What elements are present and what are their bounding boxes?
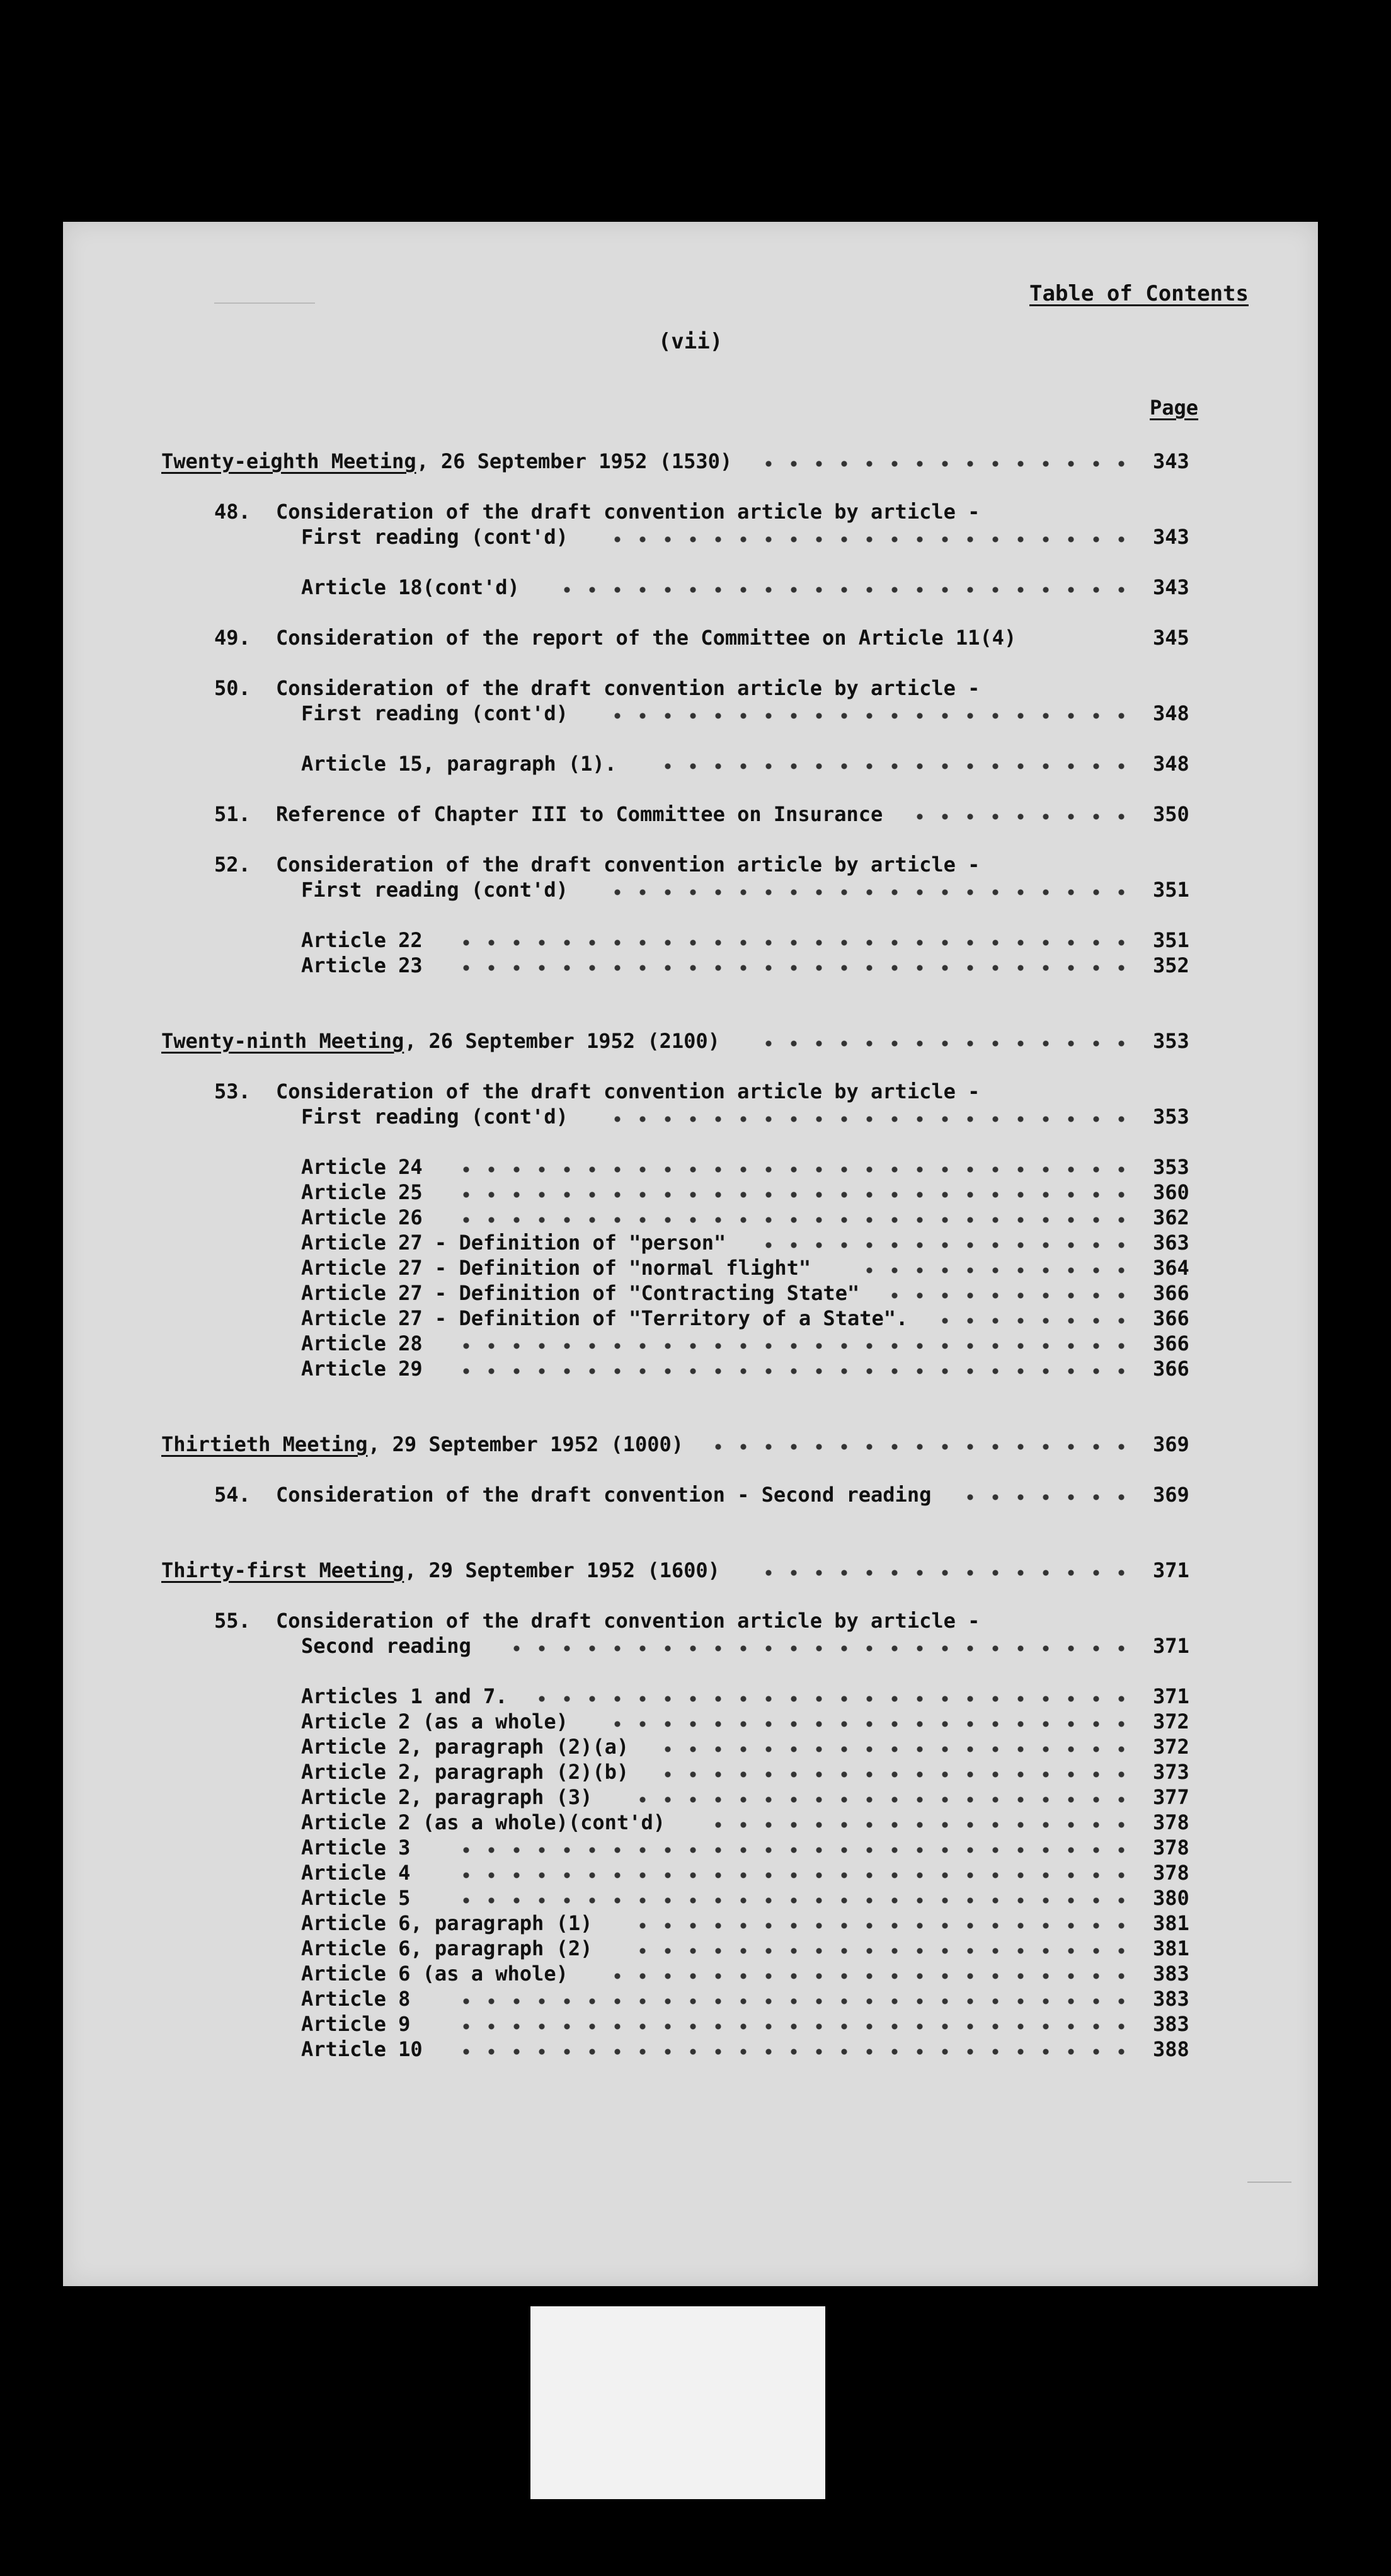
page-reference: 378 — [1153, 1810, 1189, 1834]
subitem-label: Article 10 — [301, 2037, 423, 2061]
item-text: Reference of Chapter III to Committee on Insurance — [276, 802, 883, 826]
dot-leader — [655, 1734, 1134, 1759]
dot-leader — [932, 1306, 1134, 1331]
page-reference: 383 — [1153, 1962, 1189, 1986]
page-reference: 350 — [1153, 802, 1189, 826]
dot-leader — [454, 1331, 1134, 1356]
meeting-heading — [63, 1558, 1318, 1583]
dot-leader — [454, 953, 1134, 978]
subitem-label: Article 3 — [301, 1836, 411, 1860]
toc-item — [63, 1633, 1318, 1659]
page-reference: 380 — [1153, 1886, 1189, 1910]
dot-leader — [554, 575, 1134, 600]
item-text: Consideration of the draft convention article by article - — [276, 1609, 980, 1633]
item-text: First reading (cont'd) — [301, 525, 568, 549]
meeting-details: , 29 September 1952 (1000) — [368, 1432, 684, 1456]
subitem-row — [63, 1709, 1318, 1734]
item-number: 51. — [214, 802, 251, 826]
page-reference: 369 — [1153, 1432, 1189, 1456]
subitem-row — [63, 1785, 1318, 1810]
subitem-label: Article 6, paragraph (2) — [301, 1936, 593, 1960]
subitem-label: Article 2, paragraph (3) — [301, 1785, 593, 1809]
page-reference: 343 — [1153, 575, 1189, 599]
dot-leader — [857, 1255, 1134, 1280]
dot-leader — [605, 524, 1134, 549]
page-reference: 371 — [1153, 1558, 1189, 1582]
page-reference: 377 — [1153, 1785, 1189, 1809]
subitem-row — [63, 1684, 1318, 1709]
dot-leader — [605, 877, 1134, 902]
subitem-label: Article 8 — [301, 1987, 411, 2011]
subitem-row — [63, 1306, 1318, 1331]
page-reference: 372 — [1153, 1735, 1189, 1759]
subitem-row — [63, 1835, 1318, 1860]
page-reference: 373 — [1153, 1760, 1189, 1784]
toc-item — [63, 1482, 1318, 1507]
item-number: 53. — [214, 1079, 251, 1103]
item-text: First reading (cont'd) — [301, 1105, 568, 1129]
subitem-label: Article 28 — [301, 1331, 423, 1355]
toc-item — [63, 524, 1318, 549]
page-reference: 353 — [1153, 1029, 1189, 1053]
dot-leader — [454, 2011, 1134, 2037]
subitem-row — [63, 751, 1318, 776]
page-reference: 351 — [1153, 878, 1189, 902]
subitem-label: Article 27 - Definition of "Contracting State" — [301, 1281, 860, 1305]
toc-item — [63, 852, 1318, 877]
toc-item — [63, 877, 1318, 902]
page-reference: 360 — [1153, 1180, 1189, 1204]
meeting-details: , 26 September 1952 (2100) — [404, 1029, 720, 1053]
subitem-row — [63, 2011, 1318, 2037]
dot-leader — [907, 802, 1134, 827]
item-number: 49. — [214, 626, 251, 650]
subitem-row — [63, 1734, 1318, 1759]
page-reference: 353 — [1153, 1155, 1189, 1179]
toc-item — [63, 625, 1318, 650]
subitem-label: Article 22 — [301, 928, 423, 952]
dot-leader — [756, 449, 1134, 474]
item-number: 52. — [214, 853, 251, 877]
page-reference: 366 — [1153, 1306, 1189, 1330]
page-reference: 381 — [1153, 1911, 1189, 1935]
dot-leader — [454, 1986, 1134, 2011]
subitem-label: Article 23 — [301, 953, 423, 977]
page-column-heading: Page — [1150, 396, 1199, 420]
page-reference: 383 — [1153, 2012, 1189, 2036]
subitem-label: Article 27 - Definition of "person" — [301, 1231, 726, 1255]
subitem-row — [63, 1356, 1318, 1381]
dot-leader — [454, 1835, 1134, 1860]
dot-leader — [454, 1154, 1134, 1180]
item-text: Consideration of the draft convention article by article - — [276, 676, 980, 700]
page-reference: 371 — [1153, 1634, 1189, 1658]
dot-leader — [655, 751, 1134, 776]
subitem-row — [63, 2037, 1318, 2062]
meeting-name: Twenty-eighth Meeting — [161, 449, 416, 473]
subitem-label: Article 6, paragraph (1) — [301, 1911, 593, 1935]
dot-leader — [605, 1104, 1134, 1129]
dot-leader — [706, 1810, 1134, 1835]
meeting-heading — [63, 1028, 1318, 1054]
meeting-name: Thirty-first Meeting — [161, 1558, 404, 1582]
subitem-label: Article 15, paragraph (1). — [301, 752, 617, 776]
subitem-label: Articles 1 and 7. — [301, 1684, 508, 1708]
dot-leader — [454, 1180, 1134, 1205]
page-reference: 383 — [1153, 1987, 1189, 2011]
meeting-name: Twenty-ninth Meeting — [161, 1029, 404, 1053]
page-reference: 366 — [1153, 1281, 1189, 1305]
dot-leader — [605, 701, 1134, 726]
scan-mark — [1247, 2182, 1291, 2183]
item-text: Second reading — [301, 1634, 471, 1658]
page-reference: 378 — [1153, 1861, 1189, 1885]
subitem-label: Article 9 — [301, 2012, 411, 2036]
document-title: Table of Contents — [1029, 281, 1249, 306]
scan-mark — [214, 302, 315, 304]
subitem-row — [63, 953, 1318, 978]
toc-item — [63, 1079, 1318, 1104]
dot-leader — [454, 928, 1134, 953]
subitem-label: Article 29 — [301, 1357, 423, 1381]
toc-item — [63, 499, 1318, 524]
dot-leader — [882, 1280, 1134, 1306]
item-text: Consideration of the draft convention article by article - — [276, 500, 980, 524]
subitem-row — [63, 1230, 1318, 1255]
toc-item — [63, 802, 1318, 827]
meeting-heading — [63, 1432, 1318, 1457]
page-reference: 345 — [1153, 626, 1189, 650]
subitem-row — [63, 1154, 1318, 1180]
document-page — [63, 222, 1318, 2286]
subitem-label: Article 6 (as a whole) — [301, 1962, 568, 1986]
page-reference: 388 — [1153, 2037, 1189, 2061]
subitem-row — [63, 1331, 1318, 1356]
subitem-label: Article 27 - Definition of "normal flight" — [301, 1256, 811, 1280]
toc-item — [63, 1104, 1318, 1129]
subitem-row — [63, 1759, 1318, 1785]
subitem-row — [63, 1810, 1318, 1835]
dot-leader — [454, 1205, 1134, 1230]
subitem-row — [63, 1911, 1318, 1936]
dot-leader — [454, 2037, 1134, 2062]
dot-leader — [605, 1709, 1134, 1734]
dot-leader — [756, 1558, 1134, 1583]
item-number: 55. — [214, 1609, 251, 1633]
page-reference: 364 — [1153, 1256, 1189, 1280]
page-reference: 371 — [1153, 1684, 1189, 1708]
subitem-row — [63, 1961, 1318, 1986]
dot-leader — [454, 1860, 1134, 1885]
subitem-row — [63, 575, 1318, 600]
meeting-details: , 29 September 1952 (1600) — [404, 1558, 720, 1582]
dot-leader — [504, 1633, 1134, 1659]
page-reference: 343 — [1153, 449, 1189, 473]
page-reference: 366 — [1153, 1331, 1189, 1355]
page-reference: 348 — [1153, 752, 1189, 776]
subitem-label: Article 4 — [301, 1861, 411, 1885]
page-reference: 351 — [1153, 928, 1189, 952]
item-text: First reading (cont'd) — [301, 701, 568, 725]
subitem-row — [63, 928, 1318, 953]
dot-leader — [706, 1432, 1134, 1457]
subitem-label: Article 18(cont'd) — [301, 575, 520, 599]
subitem-label: Article 5 — [301, 1886, 411, 1910]
subitem-row — [63, 1936, 1318, 1961]
item-number: 50. — [214, 676, 251, 700]
item-text: Consideration of the report of the Committee on Article 11(4) — [276, 626, 1017, 650]
page-reference: 363 — [1153, 1231, 1189, 1255]
subitem-row — [63, 1885, 1318, 1911]
item-text: Consideration of the draft convention article by article - — [276, 1079, 980, 1103]
toc-entries — [63, 222, 1318, 2286]
page-reference: 353 — [1153, 1105, 1189, 1129]
page-reference: 366 — [1153, 1357, 1189, 1381]
item-number: 48. — [214, 500, 251, 524]
page-reference: 381 — [1153, 1936, 1189, 1960]
subitem-label: Article 25 — [301, 1180, 423, 1204]
dot-leader — [630, 1785, 1134, 1810]
scan-target-card — [530, 2306, 825, 2499]
page-reference: 372 — [1153, 1710, 1189, 1734]
meeting-heading — [63, 449, 1318, 474]
item-text: Consideration of the draft convention article by article - — [276, 853, 980, 877]
item-text: First reading (cont'd) — [301, 878, 568, 902]
page-reference: 378 — [1153, 1836, 1189, 1860]
dot-leader — [454, 1885, 1134, 1911]
meeting-name: Thirtieth Meeting — [161, 1432, 368, 1456]
item-number: 54. — [214, 1483, 251, 1507]
page-reference: 362 — [1153, 1205, 1189, 1229]
meeting-details: , 26 September 1952 (1530) — [416, 449, 733, 473]
subitem-label: Article 24 — [301, 1155, 423, 1179]
page-reference: 343 — [1153, 525, 1189, 549]
item-text: Consideration of the draft convention - Second reading — [276, 1483, 932, 1507]
toc-item — [63, 676, 1318, 701]
toc-item — [63, 701, 1318, 726]
dot-leader — [454, 1356, 1134, 1381]
subitem-row — [63, 1280, 1318, 1306]
subitem-label: Article 2 (as a whole)(cont'd) — [301, 1810, 665, 1834]
page-reference: 352 — [1153, 953, 1189, 977]
subitem-label: Article 2 (as a whole) — [301, 1710, 568, 1734]
dot-leader — [756, 1230, 1134, 1255]
page-reference: 348 — [1153, 701, 1189, 725]
dot-leader — [605, 1961, 1134, 1986]
subitem-label: Article 2, paragraph (2)(a) — [301, 1735, 629, 1759]
dot-leader — [529, 1684, 1134, 1709]
toc-item — [63, 1608, 1318, 1633]
subitem-row — [63, 1860, 1318, 1885]
subitem-label: Article 27 - Definition of "Territory of a State". — [301, 1306, 908, 1330]
page-number: (vii) — [658, 329, 723, 354]
subitem-row — [63, 1986, 1318, 2011]
subitem-row — [63, 1205, 1318, 1230]
page-reference: 369 — [1153, 1483, 1189, 1507]
subitem-row — [63, 1180, 1318, 1205]
dot-leader — [756, 1028, 1134, 1054]
subitem-row — [63, 1255, 1318, 1280]
subitem-label: Article 2, paragraph (2)(b) — [301, 1760, 629, 1784]
dot-leader — [958, 1482, 1134, 1507]
subitem-label: Article 26 — [301, 1205, 423, 1229]
dot-leader — [630, 1911, 1134, 1936]
dot-leader — [655, 1759, 1134, 1785]
dot-leader — [630, 1936, 1134, 1961]
